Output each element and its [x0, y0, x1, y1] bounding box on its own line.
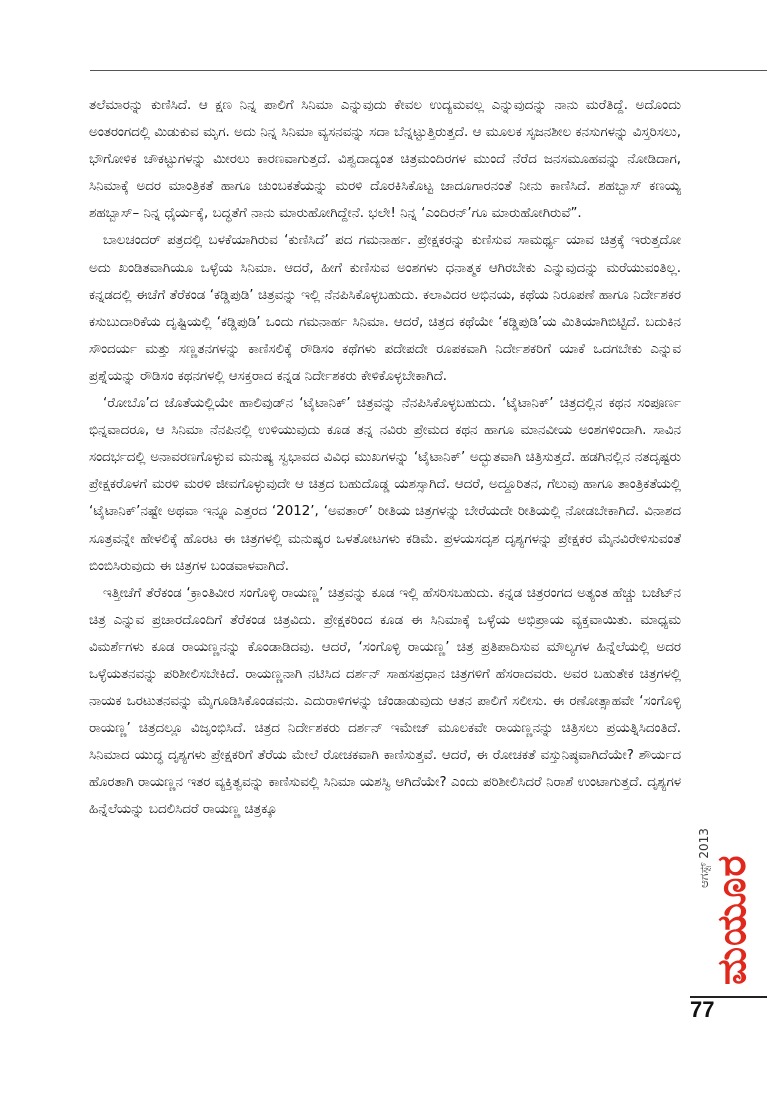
article-body	[89, 92, 681, 824]
magazine-logo: ಮಯೂರ	[709, 854, 755, 985]
paragraph-3: ‘ರೋಬೊ’ದ ಜೊತೆಯಲ್ಲಿಯೇ ಹಾಲಿವುಡ್‌ನ ‘ಟೈಟಾನಿಕ್’ ಚಿತ್ರವನ್ನು ನೆನಪಿಸಿಕೊಳ್ಳಬಹುದು. ‘ಟೈಟಾನಿಕ್’ ಚಿತ್ರದಲ್ಲಿನ ಕಥನ ಸಂಪೂರ್ಣ ಭಿನ್ನವಾದರೂ, ಆ ಸಿನಿಮಾ ನೆನಪಿನಲ್ಲಿ ಉಳಿಯುವುದು ಕೂಡ ತನ್ನ ನವಿರು ಪ್ರೇಮದ ಕಥನ ಹಾಗೂ ಮಾನವೀಯ ಅಂಶಗಳಿಂದಾಗಿ. ಸಾವಿನ ಸಂದರ್ಭದಲ್ಲಿ ಅನಾವರಣಗೊಳ್ಳುವ ಮನುಷ್ಯ ಸ್ವಭಾವದ ವಿವಿಧ ಮುಖಗಳನ್ನು ‘ಟೈಟಾನಿಕ್’ ಅದ್ಭುತವಾಗಿ ಚಿತ್ರಿಸುತ್ತದೆ. ಹಡಗಿನಲ್ಲಿನ ನತದೃಷ್ಟರು ಪ್ರೇಕ್ಷಕರೊಳಗೆ ಮರಳಿ ಮರಳಿ ಜೀವಗೊಳ್ಳುವುದೇ ಆ ಚಿತ್ರದ ಬಹುದೊಡ್ಡ ಯಶಸ್ಸಾಗಿದೆ. ಆದರೆ, ಅದ್ದೂರಿತನ, ಗೆಲುವು ಹಾಗೂ ತಾಂತ್ರಿಕತೆಯಲ್ಲಿ ‘ಟೈಟಾನಿಕ್’ನಷ್ಟೇ ಅಥವಾ ಇನ್ನೂ ಎತ್ತರದ ‘2012’, ‘ಅವತಾರ್’ ರೀತಿಯ ಚಿತ್ರಗಳನ್ನು ಬೇರೆಯದೇ ರೀತಿಯಲ್ಲಿ ನೋಡಬೇಕಾಗಿದೆ. ವಿನಾಶದ ಸೂತ್ರವನ್ನೇ ಹೇಳಲಿಕ್ಕೆ ಹೊರಟ ಈ ಚಿತ್ರಗಳಲ್ಲಿ ಮನುಷ್ಯರ ಒಳತೋಟಗಳು ಕಡಿಮೆ. ಪ್ರಳಯಸದೃಶ ದೃಶ್ಯಗಳನ್ನು ಪ್ರೇಕ್ಷಕರ ಮೈನವಿರೇಳಿಸುವಂತೆ ಬಿಂಬಿಸಿರುವುದು ಈ ಚಿತ್ರಗಳ ಬಂಡವಾಳವಾಗಿದೆ.	[89, 396, 681, 574]
issue-date: ಆಗಸ್ಟ್ 2013	[697, 828, 711, 888]
paragraph-4: ಇತ್ತೀಚೆಗೆ ತೆರೆಕಂಡ ‘ಕ್ರಾಂತಿವೀರ ಸಂಗೊಳ್ಳಿ ರಾಯಣ್ಣ’ ಚಿತ್ರವನ್ನು ಕೂಡ ಇಲ್ಲಿ ಹೆಸರಿಸಬಹುದು. ಕನ್ನಡ ಚಿತ್ರರಂಗದ ಅತ್ಯಂತ ಹೆಚ್ಚು ಬಜೆಟ್‌ನ ಚಿತ್ರ ಎನ್ನುವ ಪ್ರಚಾರದೊಂದಿಗೆ ತೆರೆಕಂಡ ಚಿತ್ರವಿದು. ಪ್ರೇಕ್ಷಕರಿಂದ ಕೂಡ ಈ ಸಿನಿಮಾಕ್ಕೆ ಒಳ್ಳೆಯ ಅಭಿಪ್ರಾಯ ವ್ಯಕ್ತವಾಯಿತು. ಮಾಧ್ಯಮ ವಿಮರ್ಶೆಗಳು ಕೂಡ ರಾಯಣ್ಣನನ್ನು ಕೊಂಡಾಡಿದವು. ಆದರೆ, ‘ಸಂಗೊಳ್ಳಿ ರಾಯಣ್ಣ’ ಚಿತ್ರ ಪ್ರತಿಪಾದಿಸುವ ಮೌಲ್ಯಗಳ ಹಿನ್ನೆಲೆಯಲ್ಲಿ ಅದರ ಒಳ್ಳೆಯತನವನ್ನು ಪರಿಶೀಲಿಸಬೇಕಿದೆ. ರಾಯಣ್ಣನಾಗಿ ನಟಿಸಿದ ದರ್ಶನ್ ಸಾಹಸಪ್ರಧಾನ ಚಿತ್ರಗಳಿಗೆ ಹೆಸರಾದವರು. ಅವರ ಬಹುತೇಕ ಚಿತ್ರಗಳಲ್ಲಿ ನಾಯಕ ಒರಟುತನವನ್ನು ಮೈಗೂಡಿಸಿಕೊಂಡವನು. ಎದುರಾಳಿಗಳನ್ನು ಚೆಂಡಾಡುವುದು ಆತನ ಪಾಲಿಗೆ ಸಲೀಸು. ಈ ರಣೋತ್ಸಾಹವೇ ‘ಸಂಗೊಳ್ಳಿ ರಾಯಣ್ಣ’ ಚಿತ್ರದಲ್ಲೂ ವಿಜೃಂಭಿಸಿದೆ. ಚಿತ್ರದ ನಿರ್ದೇಶಕರು ದರ್ಶನ್ ಇಮೇಜ್ ಮೂಲಕವೇ ರಾಯಣ್ಣನನ್ನು ಚಿತ್ರಿಸಲು ಪ್ರಯತ್ನಿಸಿದಂತಿದೆ. ಸಿನಿಮಾದ ಯುದ್ಧ ದೃಶ್ಯಗಳು ಪ್ರೇಕ್ಷಕರಿಗೆ ತೆರೆಯ ಮೇಲೆ ರೋಚಕವಾಗಿ ಕಾಣಿಸುತ್ತವೆ. ಆದರೆ, ಈ ರೋಚಕತೆ ವಸ್ತುನಿಷ್ಠವಾಗಿದೆಯೇ? ಶೌರ್ಯದ ಹೊರತಾಗಿ ರಾಯಣ್ಣನ ಇತರ ವ್ಯಕ್ತಿತ್ವವನ್ನು ಕಾಣಿಸುವಲ್ಲಿ ಸಿನಿಮಾ ಯಶಸ್ವಿ ಆಗಿದೆಯೇ? ಎಂದು ಪರಿಶೀಲಿಸಿದರೆ ನಿರಾಶೆ ಉಂಟಾಗುತ್ತದೆ. ದೃಶ್ಯಗಳ ಹಿನ್ನೆಲೆಯನ್ನು ಬದಲಿಸಿದರೆ ರಾಯಣ್ಣ ಚಿತ್ರಕ್ಕೂ	[89, 585, 681, 818]
header-rule	[90, 70, 767, 71]
page-number: 77	[690, 997, 715, 1022]
paragraph-2: ಬಾಲಚಂದರ್ ಪತ್ರದಲ್ಲಿ ಬಳಕೆಯಾಗಿರುವ ‘ಕುಣಿಸಿದೆ’ ಪದ ಗಮನಾರ್ಹ. ಪ್ರೇಕ್ಷಕರನ್ನು ಕುಣಿಸುವ ಸಾಮರ್ಥ್ಯ ಯಾವ ಚಿತ್ರಕ್ಕೆ ಇರುತ್ತದೋ ಅದು ಖಂಡಿತವಾಗಿಯೂ ಒಳ್ಳೆಯ ಸಿನಿಮಾ. ಆದರೆ, ಹೀಗೆ ಕುಣಿಸುವ ಅಂಶಗಳು ಧನಾತ್ಮಕ ಆಗಿರಬೇಕು ಎನ್ನುವುದನ್ನು ಮರೆಯುವಂತಿಲ್ಲ. ಕನ್ನಡದಲ್ಲಿ ಈಚೆಗೆ ತೆರೆಕಂಡ ‘ಕಡ್ಡಿಪುಡಿ’ ಚಿತ್ರವನ್ನು ಇಲ್ಲಿ ನೆನಪಿಸಿಕೊಳ್ಳಬಹುದು. ಕಲಾವಿದರ ಅಭಿನಯ, ಕಥೆಯ ನಿರೂಪಣೆ ಹಾಗೂ ನಿರ್ದೇಶಕರ ಕಸುಬುದಾರಿಕೆಯ ದೃಷ್ಟಿಯಲ್ಲಿ ‘ಕಡ್ಡಿಪುಡಿ’ ಒಂದು ಗಮನಾರ್ಹ ಸಿನಿಮಾ. ಆದರೆ, ಚಿತ್ರದ ಕಥೆಯೇ ‘ಕಡ್ಡಿಪುಡಿ’ಯ ಮಿತಿಯಾಗಿಬಿಟ್ಟಿದೆ. ಬದುಕಿನ ಸೌಂದರ್ಯ ಮತ್ತು ಸಣ್ಣತನಗಳನ್ನು ಕಾಣಿಸಲಿಕ್ಕೆ ರೌಡಿಸಂ ಕಥೆಗಳು ಪದೇಪದೇ ರೂಪಕವಾಗಿ ನಿರ್ದೇಶಕರಿಗೆ ಯಾಕೆ ಒದಗಬೇಕು ಎನ್ನುವ ಪ್ರಶ್ನೆಯನ್ನು ರೌಡಿಸಂ ಕಥನಗಳಲ್ಲಿ ಆಸಕ್ತರಾದ ಕನ್ನಡ ನಿರ್ದೇಶಕರು ಕೇಳಿಕೊಳ್ಳಬೇಕಾಗಿದೆ.	[89, 233, 681, 384]
paragraph-1: ತಲೆಮಾರನ್ನು ಕುಣಿಸಿದೆ. ಆ ಕ್ಷಣ ನಿನ್ನ ಪಾಲಿಗೆ ಸಿನಿಮಾ ಎನ್ನುವುದು ಕೇವಲ ಉದ್ಯಮವಲ್ಲ ಎನ್ನುವುದನ್ನು ನಾನು ಮರೆತಿದ್ದೆ. ಅದೊಂದು ಅಂತರಂಗದಲ್ಲಿ ಮಿಡುಕುವ ಮೃಗ. ಅದು ನಿನ್ನ ಸಿನಿಮಾ ವ್ಯಸನವನ್ನು ಸದಾ ಬೆನ್ನಟ್ಟುತ್ತಿರುತ್ತದೆ. ಆ ಮೂಲಕ ಸೃಜನಶೀಲ ಕನಸುಗಳನ್ನು ವಿಸ್ತರಿಸಲು, ಭೌಗೋಳಿಕ ಚೌಕಟ್ಟುಗಳನ್ನು ಮೀರಲು ಕಾರಣವಾಗುತ್ತದೆ. ವಿಶ್ವದಾದ್ಯಂತ ಚಿತ್ರಮಂದಿರಗಳ ಮುಂದೆ ನೆರೆದ ಜನಸಮೂಹವನ್ನು ನೋಡಿದಾಗ, ಸಿನಿಮಾಕ್ಕೆ ಅದರ ಮಾಂತ್ರಿಕತೆ ಹಾಗೂ ಚುಂಬಕತೆಯನ್ನು ಮರಳಿ ದೊರಕಿಸಿಕೊಟ್ಟ ಜಾದೂಗಾರನಂತೆ ನೀನು ಕಾಣಿಸಿದೆ. ಶಹಬ್ಬಾಸ್ ಕಣಯ್ಯ ಶಹಬ್ಬಾಸ್– ನಿನ್ನ ಧೈರ್ಯಕ್ಕೆ, ಬದ್ಧತೆಗೆ ನಾನು ಮಾರುಹೋಗಿದ್ದೇನೆ. ಭಲೇ! ನಿನ್ನ ‘ಎಂದಿರನ್’ಗೂ ಮಾರುಹೋಗಿರುವೆ”.	[89, 98, 681, 222]
